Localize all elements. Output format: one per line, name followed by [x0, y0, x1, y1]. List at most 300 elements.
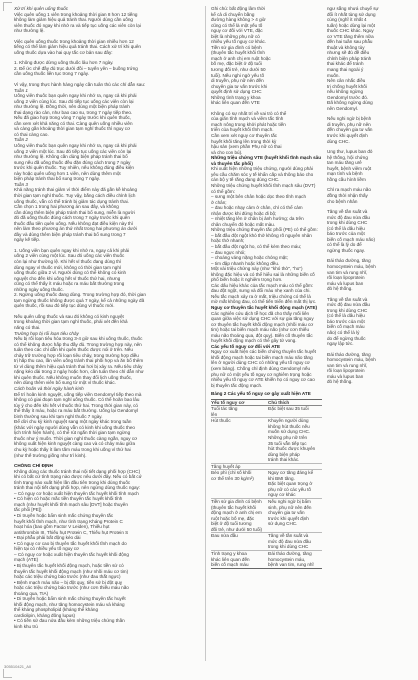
text-line: tuổi). Nếu nghi ngờ yếu tố	[211, 72, 265, 78]
table-cell-risk-factor	[211, 533, 268, 550]
text-line: – choáng váng nặng hoặc chóng mặt;	[211, 255, 288, 261]
text-line: mạch nông trong khởi phát hoặc tiến	[211, 121, 286, 127]
text-line: triển của huyết khối tĩnh mạch.	[211, 127, 274, 133]
text-line: tuân theo các chỉ dẫn khi quên thuốc được nói ở trên. Nếu	[14, 347, 133, 353]
text-line: chỉnh biện pháp tránh	[327, 55, 372, 61]
text-line: Nên cân nhắc điều	[327, 78, 366, 84]
crop-mark	[3, 2, 12, 11]
text-line: đồng thời nhận thấy	[327, 192, 368, 198]
text-line: Những triệu chứng huyết khối tĩnh mạch sâu (DVT)	[211, 182, 316, 188]
text-line: thể kháng phospholipid (kháng thể kháng	[14, 607, 99, 613]
text-line: cho bệnh nhân	[327, 198, 358, 204]
text-line: sung nếu đã uống thuốc đều đặn đúng cách trong 7 ngày	[14, 159, 131, 165]
text-line: do để ngừng thuốc	[327, 335, 366, 341]
text-line: (như thế trường giống như trì kinh).	[14, 452, 87, 458]
text-line: nặng kéo dài trong 2 ngày hoặc hơn, cần tuân theo chỉ dẫn như	[14, 369, 144, 375]
text-line: đỏ hệ thống.	[327, 286, 353, 292]
text-line: mạch ở anh chị em ruột hoặc	[211, 55, 271, 61]
table-cell-line: Tăng về tần suất và	[268, 533, 309, 539]
text-line: cardiolipin, kháng đông lupus)	[14, 612, 76, 618]
section-heading: Các yếu tố nguy cơ đối với ATE	[211, 343, 281, 349]
text-line: Không dùng các thuốc tránh thai nội tiết dạng phối hợp (CHC)	[14, 468, 141, 474]
text-line: viên thuốc đó ngay khi nhớ ra và tiếp tục uống các viên còn lại	[14, 22, 141, 28]
text-line: uống 2 viên cùng một lúc. Sau đó uống các viên thuốc	[14, 253, 125, 259]
text-line: lên ở người dùng CHC có những yếu tố nguy cơ	[211, 360, 310, 366]
text-line: tình trạng nào xuất hiện lần đầu tiên trong khi dùng thuốc	[14, 479, 131, 485]
table-cell-risk-factor	[211, 470, 268, 498]
text-line: Việc quên uống 1 viên trong khoảng thời gian 8 hơn 12 tiếng	[14, 11, 138, 17]
text-line: như thường lệ. Đồng thời, nên dùng một biện pháp tránh	[14, 104, 130, 110]
text-line: nguyệt cho đến khi uống hết vỉ thuốc thứ hai, nhưng	[14, 275, 121, 281]
text-line: cơ VTE tăng thêm nữa	[327, 33, 374, 39]
text-line: mờ mắt không đau, có thể tiến triển đến mất thị lực.	[211, 299, 317, 305]
text-line: thể thấy ít máu, hoặc ra máu bất thường. Uống lại Gendomyl	[14, 408, 139, 414]
footer-code: 305510421_A0	[4, 664, 32, 669]
table-cell-line: dùng biện pháp	[268, 451, 300, 457]
text-line: 1. Không được dừng uống thuốc lâu hơn 7 ngày.	[14, 60, 114, 66]
text-line: đau đột ngột, sưng và đổi màu nhẹ xanh của chi.	[211, 288, 311, 294]
text-line: thuốc như ý muốn. Thời gian nghỉ thuốc càng ngắn, nguy cơ	[14, 435, 138, 441]
text-line: tương đối trẻ, như dưới 50	[211, 67, 266, 73]
text-line: báo trước của một	[327, 231, 365, 237]
text-line: quyết định sử dụng CHC	[211, 89, 262, 95]
table-cell-risk-factor	[211, 551, 268, 568]
right-column	[327, 6, 411, 385]
table-cell-note	[268, 470, 322, 498]
text-line: Nếu quên uống thuốc và sau đó không có kinh nguyệt	[14, 313, 124, 319]
text-line: phụ nữ có một yếu tố nguy cơ nghiêm trọng hoặc	[211, 371, 312, 377]
text-line: van tim và rung nhĩ,	[327, 269, 368, 275]
text-line: ngày kế tiếp.	[14, 237, 41, 243]
text-line: uống 2 viên một lúc. Sau đó tiếp tục uống các viên còn lại	[14, 148, 132, 154]
text-line: mạn tính và bệnh	[327, 171, 363, 177]
table-cell-risk-factor	[211, 406, 268, 417]
text-line: tạm ngừng thuốc không được quá 7 ngày, kể cả những ngày đã	[14, 297, 145, 303]
text-line: tắc phổi [PE])	[14, 507, 42, 513]
text-line: đến chuyên gia tư vấn	[327, 127, 373, 133]
text-line: khác liên quan đến VTE	[211, 100, 260, 106]
table-cell-risk-factor	[211, 464, 268, 470]
text-line: Các nghiên cứu dịch tễ học đã cho thấy mối liên	[211, 310, 310, 316]
table-cell-line: ruột hoặc bố mẹ, đặc	[211, 515, 255, 521]
table-cell-line: mức độ đau nửa đầu	[268, 538, 311, 544]
text-line: có thể không được hấp thu đầy đủ. Trong trường hợp này, nên	[14, 341, 142, 347]
table-cell-line: Đặc biệt quan trọng ở	[268, 481, 313, 487]
table-cell-line: Béo phì (chỉ số khối	[211, 470, 252, 476]
text-line: dùng ngay vỉ thuốc mới, không có thời gian tạm nghỉ	[14, 264, 121, 270]
text-line: não) có thể là lý	[327, 329, 360, 335]
text-line: huyết khối tăng lên trong thời kỳ	[211, 138, 277, 144]
text-line: nên dùng thêm viên bổ sung từ một vỉ thuốc khác.	[14, 380, 116, 386]
table-cell-risk-factor	[211, 499, 268, 532]
text-line: biến cố mạch máu	[327, 324, 365, 330]
text-line: nhận được khi đứng hoặc đi bộ;	[211, 210, 277, 216]
text-line: Tiền sử gia đình có bệnh	[211, 44, 262, 50]
text-line: yêu cầu chăm sóc y tế khẩn cấp và thông báo cho	[211, 171, 314, 177]
text-line: có thai càng cao.	[14, 131, 49, 137]
column-divider	[205, 6, 206, 661]
text-line: – bắt đầu đột ngột khó thở không rõ nguyên nhân	[211, 232, 312, 238]
table-cell-line: muốn sử dụng CHC.	[268, 429, 311, 435]
text-line: Tuần 3	[14, 181, 28, 187]
text-line: khối động mạch, như tăng homocystein máu và kháng	[14, 601, 125, 607]
table-cell-note	[268, 406, 322, 417]
text-line: 2. Để ức chế đầy đủ trục dưới đồi – tuyến yên – buồng trứng	[14, 65, 138, 71]
table-row	[211, 533, 322, 551]
table-title: Bảng 2 Các yếu tố nguy cơ gây xuất hiện ATE	[211, 391, 311, 397]
text-line: đổi ít nhất tùng sử dụng	[327, 11, 376, 17]
text-line: Uống viên thuốc bạn quên ngay khi nhớ ra, ngay cả khi phải	[14, 93, 137, 99]
text-line: và cho con bú).	[211, 149, 243, 155]
table-cell-line: đối trẻ, như dưới 50 tuổi)	[211, 526, 263, 532]
text-line: đến hai tuần sau phẫu	[327, 39, 373, 45]
text-line: hoặc thở nhanh;	[211, 238, 245, 244]
text-line: kể cả di chuyển bằng	[211, 11, 255, 17]
text-line: của giãn tĩnh mạch và viêm tắc tĩnh	[211, 116, 284, 122]
text-line: thuốc CHC khác. Nguy	[327, 28, 374, 34]
table-cell-line: tránh thai khác.	[268, 457, 300, 463]
table-cell-line: bệnh van tim, rung nhĩ	[268, 562, 314, 568]
text-line: Đái tháo đường, tăng	[327, 351, 371, 357]
text-line: – bắt đầu đột ngột ho, có thể kèm theo máu;	[211, 243, 302, 249]
text-line: rối loạn lipoprotein	[327, 275, 365, 281]
text-line: không làm giảm hiệu quả tránh thai. Người dùng cần uống	[14, 17, 133, 23]
table-cell-line: khác liên quan đến	[211, 556, 250, 562]
text-line: • Di truyền hoặc bẩm sinh mắc chứng thuyên tắc	[14, 513, 114, 519]
text-line: đây và dùng thêm biện pháp tránh thai bổ sung trong 7	[14, 231, 126, 237]
table-cell-line: Tiền sử gia đình có bệnh	[211, 499, 262, 505]
text-line: hệ thống, hội chứng	[327, 154, 368, 160]
text-line: – đau hoặc nhạy cảm ở chân, chỉ có thể cảm	[211, 205, 303, 211]
table-cell-line: không hút thuốc nếu	[268, 423, 310, 429]
text-line: • Có nguy cơ cao bị thuyên tắc huyết khối tĩnh mạch do	[14, 540, 127, 546]
text-line: mức độ đau nửa đầu	[327, 214, 370, 220]
text-line: Cần chọn 1 trong hai phương án sau đây, và không	[14, 204, 119, 210]
text-line: Khả năng tránh thai giảm vì thời điểm này đã gần kề khoảng	[14, 187, 138, 193]
text-line: thời gian tạm nghỉ thuốc. Tuy vậy, bằng cách điều chỉnh lịch	[14, 192, 136, 198]
table-cell-note	[268, 418, 322, 462]
text-line: di truyền, phụ nữ nên	[327, 121, 371, 127]
text-line: trị chống huyết khối	[327, 83, 367, 89]
text-line: còn lại như thường lệ. Khi hết vỉ thuốc đang dùng thì	[14, 258, 122, 264]
text-line: thuốc đầu tiên quên uống. Nếu không đạt điều kiện này thì	[14, 220, 134, 226]
middle-column-text	[211, 6, 322, 388]
text-line: nhiều yếu tố nguy cơ khác.	[211, 39, 267, 45]
table-cell-line: động mạch ở anh chị em	[211, 510, 262, 516]
text-line: uống 2 viên cùng lúc. Sau đó tiếp tục uống các viên còn lại	[14, 98, 134, 104]
text-line: Các dấu hiệu khác của tắc mạch máu có thể gồm:	[211, 282, 314, 288]
text-line: cũng có thể là một yếu tố	[211, 22, 263, 28]
table-cell-line: Tuổi tác tăng	[211, 406, 238, 412]
text-line: trước khi quên thuốc. Tuy nhiên, nếu không đúng điều kiện	[14, 165, 134, 171]
text-line: (có thể là dấu hiệu	[327, 313, 365, 319]
text-line: những ngày uống thuốc.	[14, 286, 64, 292]
text-line: quên thuốc, rồi sau đó tiếp tục dùng vỉ thuốc mới.	[14, 303, 115, 309]
text-line: tránh thai nội tiết dạng phối hợp, nên ngừng dùng thuốc ngay:	[14, 485, 141, 491]
text-line: Nếu bị rối loạn tiêu hóa trong 3-4 giờ sau khi uống thuốc, thuốc	[14, 336, 143, 342]
text-line: năng có thai.	[14, 324, 41, 330]
text-line: mang thai ngoài ý	[327, 67, 364, 73]
text-line: kinh khu trú	[14, 623, 38, 629]
text-line: hoặc các triệu chứng báo trước (như cơn thiếu máu não	[14, 585, 129, 591]
text-line: thai dạng rào cản, như bao cao su, trong 7 ngày tiếp theo.	[14, 109, 133, 115]
text-line: phổ biến hoặc ít nghiêm trọng hơn.	[211, 277, 283, 283]
table-cell-line: homocystein máu,	[268, 556, 306, 562]
table-cell-line: biệt ở độ tuổi tương	[211, 521, 252, 527]
text-line: – Có nguy cơ hoặc xuất hiện thuyên tắc huyết khối động	[14, 551, 129, 557]
text-line: • Di truyền hoặc bẩm sinh mắc chứng thuyên tắc huyết	[14, 596, 126, 602]
text-line: cần dùng thêm biện pháp tránh thai bổ sung, miễn là người	[14, 209, 135, 215]
text-line: như thường lệ. Không cần dùng biện pháp tránh thai bổ	[14, 154, 128, 160]
text-line: – tim đập nhanh hoặc không đều.	[211, 260, 280, 266]
table-cell-line: phụ nữ có các yếu tố	[268, 486, 311, 492]
text-line: khi có bất cứ tình trạng nào được nêu dưới đây. Nếu có bất cứ	[14, 474, 142, 480]
text-line: chảy trữ trường hợp rối loạn tiêu chảy, trong trường hợp điều	[14, 352, 139, 358]
text-line: Uống viên thuốc bạn quên ngay khi nhớ ra, ngay cả khi phải	[14, 143, 137, 149]
text-line: Cách hoãn và thời ngày hành kinh	[14, 386, 84, 391]
text-line: Những triệu chứng thuyên tắc phổi (PE) có thể gồm:	[211, 227, 318, 233]
text-line: thoáng qua, TIA)	[14, 590, 49, 596]
text-line: hoạt hóa (bao gồm Factor V Leiden), Thiếu hụt	[14, 524, 110, 530]
table-cell-line: Đái tháo đường, tăng	[268, 550, 312, 556]
table-cell-line: chuyên gia tư vấn	[268, 510, 305, 516]
text-line: hồng cầu hình liềm	[327, 176, 366, 182]
table-cell-line: Hút thuốc	[211, 418, 231, 424]
table-cell-note	[268, 464, 322, 470]
table-cell-line: Đặc biệt sau 35 tuổi	[268, 406, 309, 412]
text-line: ngừng thuốc ngay.	[327, 247, 365, 253]
text-line: dùng CHC.	[327, 138, 350, 144]
text-line: thuyên tắc huyết khối động mạch (như nhồi máu cơ tim)	[14, 568, 129, 574]
text-line: nếu không ngừng	[327, 89, 364, 95]
text-line: Khi xuất hiện những triệu chứng, người dùng phải	[211, 166, 313, 172]
text-line: muốn.	[327, 72, 340, 78]
text-line: ngay lập tức.	[327, 341, 354, 347]
text-line: biện pháp tránh thai bổ sung trong 7 ngày.	[14, 176, 100, 182]
text-line: trong khi dùng CHC	[327, 307, 368, 313]
table-cell-line: Những phụ nữ trên	[268, 435, 308, 441]
table-header-note: Chú thích	[268, 399, 290, 405]
table-cell-line: lên	[211, 411, 218, 417]
text-line: này hoặc quên uống hơn 1 viên, nên dùng thêm một	[14, 170, 121, 176]
table-cell-line: trong khi dùng CHC	[268, 544, 309, 550]
text-line: – đau ngực nhói;	[211, 249, 246, 255]
text-line: không có giai đoạn tạm nghỉ uống thuốc. Có thể hoãn bao lâu	[14, 397, 140, 403]
text-line: lịch trình hiện hành), có thể rút ngắn thời gian tạm ngừng	[14, 430, 131, 436]
table-cell-line: khi BMI tăng.	[268, 475, 295, 481]
table-cell-line: hút thuốc được khuyên	[268, 446, 316, 452]
left-column	[14, 6, 200, 630]
text-line: hậu sản (xem phần Phụ nữ có thai	[211, 144, 282, 150]
text-line: homocystein máu, bệnh	[327, 263, 376, 269]
section-heading: và thuyên tắc phổi)	[211, 160, 253, 166]
table-cell-line: Tăng huyết áp	[211, 463, 241, 469]
text-line: trong khoảng thời gian tạm nghỉ thuốc, phải xét đến khả	[14, 319, 128, 325]
text-line: tuần) hoặc dùng lại một	[327, 22, 376, 28]
table-cell-line: sử dụng CHC.	[268, 521, 298, 527]
text-line: như thường lệ.	[14, 28, 45, 34]
table-row	[211, 551, 322, 568]
text-line: – sưng một bên chân hoặc dọc theo tĩnh mạch	[211, 194, 307, 200]
text-line: homocystein máu, bệnh	[327, 357, 376, 363]
text-line: chân chuyển đỏ hoặc mất màu.	[211, 221, 276, 227]
table-body	[211, 406, 322, 567]
text-line: Tăng về tần suất và	[327, 296, 368, 302]
text-line: van tim và rung nhĩ,	[327, 362, 368, 368]
text-line: • Bị thuyên tắc huyết khối động mạch, hoặc tiền sử có	[14, 562, 124, 568]
text-line: (có thể là dấu hiệu	[327, 225, 365, 231]
text-line: • Có hiện có hoặc mắc tiền thuyên tắc huyết khối tĩnh	[14, 496, 123, 502]
text-line: Những tình trạng y khoa	[211, 94, 261, 100]
text-line: không xuất hiện kinh nguyệt càng cao và có chảy máu giữa	[14, 441, 136, 447]
text-line: • Bệnh mạch máu não – bị đột quỵ, tiền sử bị đột quỵ	[14, 579, 123, 585]
text-line: Ung thư, lupus ban đỏ	[327, 149, 373, 155]
text-line: thuật và không tùy	[327, 44, 365, 50]
table-header-risk-factor: Yếu tố nguy cơ	[211, 399, 245, 405]
text-line: huyết khối tĩnh mạch, như tình trạng Kháng Protein C	[14, 518, 123, 524]
table-cell-line: Tình trạng y khoa	[211, 550, 247, 556]
text-line: Xử trí khi quên uống thuốc	[14, 6, 68, 11]
table-cell-line: nguy cơ khác	[268, 492, 296, 498]
text-line: đường hàng không > 4 giờ	[211, 17, 266, 23]
text-line: Tuần 2	[14, 137, 28, 143]
text-line: Để dời chu kỳ kinh nguyệt sang một ngày khác trong tuần	[14, 419, 132, 425]
text-line: Vì vậy, trong thực hành hàng ngày cần tuân thủ các chỉ dẫn sau:	[14, 82, 146, 88]
text-line: 2. Ngừng uống thuốc đang dùng. Trong trường hợp đó, thời gian	[14, 292, 146, 298]
text-line: huyết khối động mạch có thể gây tử vong.	[211, 338, 297, 344]
text-line: Cần xem xét nguy cơ thuyên tắc	[211, 133, 278, 139]
table-row	[211, 499, 322, 533]
text-line: tiếng có thể làm giảm hiệu quả tránh thai. Cách xử trí khi quên	[14, 44, 141, 50]
text-line: cần uống thuốc liên tục trong 7 ngày.	[14, 71, 89, 77]
text-line: Một vài triệu chứng này (như "khó thở", "ho")	[211, 266, 303, 272]
text-line: (xem bảng). Chống chỉ định dùng Gendomyl nếu	[211, 366, 311, 371]
crop-mark	[3, 669, 12, 678]
text-line: nên Gendomyl.	[327, 105, 359, 111]
text-line: Trường hợp bị rối loạn tiêu chảy	[14, 330, 79, 336]
text-line: • Đại phẫu phải bất động kéo dài	[14, 535, 81, 541]
text-line: khối động mạch hoặc tai biến mạch máu não tăng	[211, 354, 313, 360]
text-line: nhiều yếu tố nguy cơ ATE khiến họ có nguy cơ cao	[211, 377, 315, 383]
table-cell-risk-factor	[211, 418, 268, 462]
text-line: trị hấp thu cao, lần viên uống tránh thai phối hợp và ăn bổ thêm	[14, 358, 144, 364]
text-line: (thuyên tắc huyết khối tĩnh	[211, 50, 265, 56]
text-line: trong khi dùng CHC	[327, 220, 368, 226]
text-line: trước khi quyết định	[327, 133, 368, 139]
table-cell-line: Khuyên người dùng	[268, 418, 309, 424]
text-line: bố mẹ, đặc biệt ở độ tuổi	[211, 61, 262, 67]
text-line: cùng (nghĩ ít nhất 4	[327, 17, 367, 23]
table-cell-line: sinh, phụ nữ nên đến	[268, 504, 312, 510]
section-heading: Những triệu chứng VTE (huyết khối tĩnh mạch sâu	[211, 155, 322, 161]
text-line: Nếu nghi ngờ bị bệnh	[327, 116, 372, 122]
table-cell-note	[268, 551, 322, 568]
text-line: đỏ hệ thống.	[327, 379, 353, 385]
text-line: biệt là những phụ nữ có	[211, 33, 260, 39]
text-line: thai khác để tránh	[327, 61, 364, 67]
table-cell-line: Nếu nghi ngờ bị bẩm	[268, 499, 311, 505]
text-line: nên làm theo phương án thứ nhất trong hai phương án dưới	[14, 226, 137, 232]
risk-factor-table	[211, 399, 322, 569]
section-heading: Nguy cơ thuyên tắc huyết khối động mạch (ATE)	[211, 304, 318, 310]
text-line: nguy cơ đối với VTE, đặc	[211, 28, 263, 34]
text-line: huyết, bệnh viêm ruột	[327, 165, 372, 171]
text-line: bình thường sau khi tạm nghỉ thuốc 7 ngày.	[14, 413, 103, 419]
table-cell-note	[268, 533, 322, 550]
text-line: Đã không ngừng dùng	[327, 100, 373, 106]
text-line: chuyên gia tư vấn trước khi	[211, 83, 268, 89]
text-line: di truyền, phụ nữ nên đến	[211, 78, 264, 84]
text-line: chu kỳ hoặc thấy ít làm tấm máu trong khi uống vỉ thứ hai	[14, 447, 131, 453]
section-heading: CHỐNG CHỈ ĐỊNH	[14, 463, 53, 469]
text-line: bị thuyên tắc động mạch.	[211, 382, 263, 388]
text-line: khi quên thuốc. Nếu không muốn thay đổi lịch uống thuốc,	[14, 374, 133, 380]
text-line: không đặc hiệu và có thể hiểu sai là những biến cố	[211, 271, 315, 277]
table-cell-note	[268, 499, 322, 532]
table-cell-line: cơ thể trên 30 kg/m²)	[211, 475, 254, 481]
text-line: tim) hoặc tai biến mạch máu não (như cơn thiếu	[211, 327, 310, 333]
text-line: máu và lupus ban	[327, 280, 364, 286]
text-line: Tuần 1	[14, 87, 28, 93]
text-line: cán bộ y tế rằng đang dùng CHC.	[211, 177, 280, 183]
table-row	[211, 406, 322, 418]
text-line: mức độ đau nửa đầu	[327, 302, 370, 308]
text-line: – nhiệt tăng lên ở chân bị ảnh hưởng; da trên	[211, 216, 304, 222]
text-line: tùy ý cho đến khi hết vỉ thuốc thứ hai. Trong thời gian này, có	[14, 402, 138, 408]
text-line: mạch (như huyết khối tĩnh mạch sâu [DVT] hoặc thuyên	[14, 501, 128, 507]
text-line: máu và lupus ban	[327, 373, 364, 379]
text-line: Nếu tắc mạch xảy ra ở mắt, triệu chứng có thể là	[211, 293, 311, 299]
text-line: Chỉ ra mạch máu não	[327, 187, 371, 193]
text-line: uống thuốc dựa vào hai quy tắc cơ bản sau đây:	[14, 49, 113, 55]
table-row	[211, 470, 322, 499]
text-line: tan máu tăng urê	[327, 160, 362, 166]
table-cell-line: biến cố mạch máu	[211, 562, 249, 568]
text-line: Gendomyl trước đó.	[327, 94, 369, 100]
text-line: có thể là lý do để	[327, 242, 362, 248]
text-line: Không có sự nhất trí về vai trò có thể	[211, 110, 287, 116]
text-line: (khác với ngày người dùng vẫn có kinh khi uống thuốc theo	[14, 424, 135, 430]
text-line: Đái tháo đường, tăng	[327, 258, 371, 264]
text-line: đó đã uống thuốc đúng cách trong 7 ngày trước khi quên	[14, 215, 130, 221]
text-line: uống thuốc giữa 2 vỉ. Người dùng có thể không có kinh	[14, 270, 127, 276]
text-line: có thể gồm:	[211, 188, 236, 194]
text-line: rối loạn lipoprotein	[327, 368, 365, 374]
text-line: Nếu đã giao hợp trong vòng 7 ngày trước khi quên thuốc,	[14, 115, 132, 121]
text-line: quan giữa việc sử dụng CHC với sự gia tăng nguy	[211, 316, 314, 322]
table-cell-line: (thuyên tắc huyết khối	[211, 504, 256, 510]
text-line: cơ thuyên tắc huyết khối động mạch (nhồi máu cơ	[211, 321, 314, 327]
text-line: báo trước của một	[327, 318, 365, 324]
text-line: Để trì hoãn kinh nguyệt, uống tiếp viên Gendomyl tiếp theo mà	[14, 391, 142, 397]
text-line: Nguy cơ xuất hiện các biến chứng thuyên tắc huyết	[211, 349, 316, 355]
text-line: ở chân;	[211, 199, 227, 205]
text-line: và càng gần khoảng thời gian tạm nghỉ thuốc thì nguy cơ	[14, 126, 131, 132]
text-line: mạch (ATE)	[14, 557, 39, 563]
text-line: ngư sẵng nhưá chuyể sự	[327, 6, 379, 11]
text-line: biến cố mạch máu não)	[327, 236, 376, 242]
text-line: hiện tại có nhiều yếu tố nguy cơ	[14, 546, 80, 552]
middle-column	[211, 6, 322, 569]
text-line: Tăng về tần suất và	[327, 209, 368, 215]
text-line: uống thuốc, vẫn có thể tránh bị giảm tác dụng tránh thai.	[14, 198, 129, 204]
text-line: Ghi chú: bất động lâm thời	[211, 6, 266, 11]
table-row	[211, 418, 322, 463]
text-line: cần xem xét khả năng có thai. Càng quên uống nhiều viên	[14, 120, 133, 126]
table-cell-line: trước khi quyết định	[268, 515, 309, 521]
text-line: từ vỉ dùng thêm hiệu quả tránh thai hơi bị xảy ra. Nếu tiêu chảy	[14, 363, 143, 369]
table-cell-line: Đau nửa đầu	[211, 533, 238, 539]
